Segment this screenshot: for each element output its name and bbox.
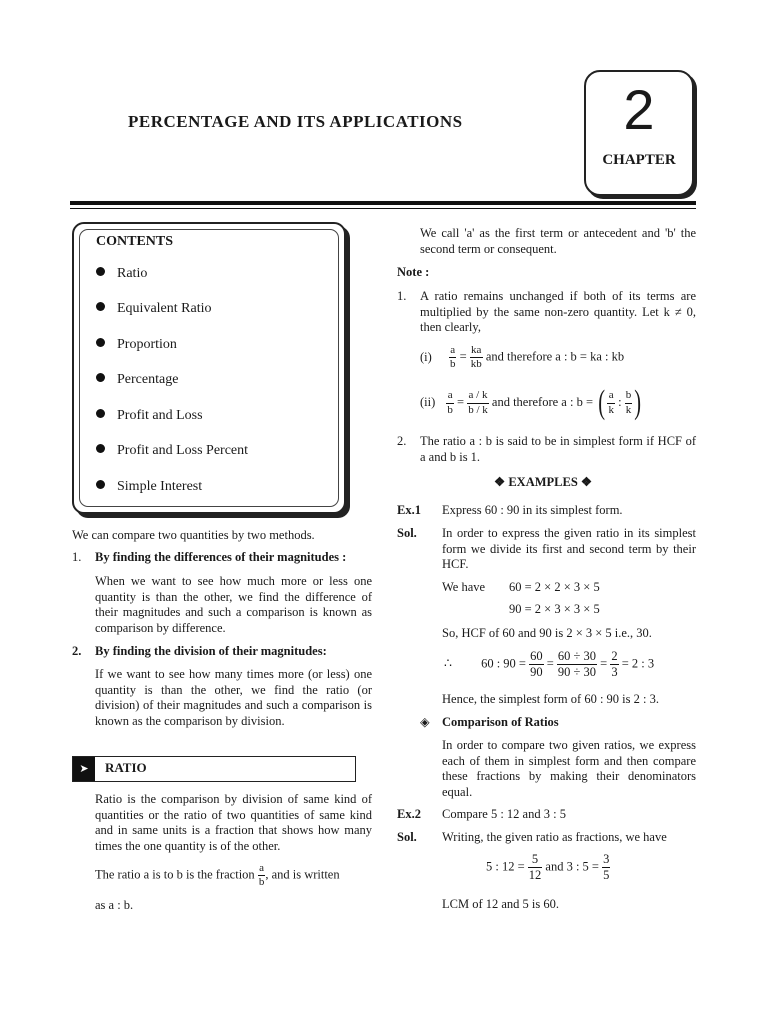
sol1-label: Sol. <box>397 526 417 540</box>
simplification: ∴ 60 : 90 = $\frac{60}{90}$ = $\frac{60 \div 30}{90 \div 30}$ = $\frac{2}{3}$ = 2 : 3 <box>444 649 655 679</box>
ex2-text: Compare 5 : 12 and 3 : 5 <box>442 807 566 821</box>
fraction-divided: $\frac{60 \div 30}{90 \div 30}$ <box>557 649 597 679</box>
ex2-label: Ex.2 <box>397 807 421 821</box>
bullet-icon <box>96 302 105 311</box>
ex1-label: Ex.1 <box>397 503 421 517</box>
fraction-a-over-b: $\frac{a}{b}$ <box>258 862 265 889</box>
ratio-definition <box>95 862 340 889</box>
fraction-ka-kb: $\frac{ka}{kb}$ <box>470 344 482 371</box>
bullet-icon <box>96 409 105 418</box>
ratio-def-end: as a : b. <box>95 898 134 912</box>
ratio-body: Ratio is the comparison by division of same kind of quantities or the ratio of two quantities of same kind and in same units is a fraction that shows how many times the one quantity is of the other. <box>95 792 372 853</box>
contents-item: Equivalent Ratio <box>96 301 211 317</box>
terms-definition: We call 'a' as the first term or antecedent and 'b' the second term or consequent. <box>420 226 696 256</box>
contents-item: Ratio <box>96 266 147 282</box>
fraction-3-5: $\frac{3}{5}$ <box>603 852 610 882</box>
sol2-text: Writing, the given ratio as fractions, we have <box>442 830 667 844</box>
fraction-a-k: $\frac{a}{k}$ <box>608 389 614 416</box>
chapter-title: PERCENTAGE AND ITS APPLICATIONS <box>128 112 463 131</box>
ratio-heading: RATIO <box>105 760 147 775</box>
method-1-body: When we want to see how much more or less one quantity is than the other, we find the difference of their magnitudes and such a comparison is known as comparison by difference. <box>95 574 372 635</box>
fraction-a-b-2: $\frac{a}{b}$ <box>447 389 453 416</box>
chapter-box <box>584 70 694 196</box>
bullet-icon <box>96 338 105 347</box>
note-2-number: 2. <box>397 434 407 448</box>
examples-heading: ❖ EXAMPLES ❖ <box>494 475 593 489</box>
fraction-60-90: $\frac{60}{90}$ <box>530 649 543 679</box>
factorization-90: 90 = 2 × 3 × 3 × 5 <box>509 602 600 616</box>
contents-item: Profit and Loss <box>96 408 203 424</box>
lcm-text: LCM of 12 and 5 is 60. <box>442 897 560 911</box>
bullet-icon <box>96 267 105 276</box>
fraction-5-12: $\frac{5}{12}$ <box>528 852 542 882</box>
note-i: (i) $\frac{a}{b}$ = $\frac{ka}{kb}$ and therefore a : b = ka : kb <box>420 344 625 371</box>
chapter-number: 2 <box>623 78 655 141</box>
header-rule <box>70 201 696 205</box>
contents-box <box>72 222 346 514</box>
note-1-text: A ratio remains unchanged if both of its terms are multiplied by the same non-zero quantity. Let k ≠ 0, then clearly, <box>420 289 696 334</box>
header-rule-thin <box>70 208 696 209</box>
contents-heading: CONTENTS <box>96 234 174 249</box>
ratio-section-header <box>72 756 356 782</box>
right-paren: ) <box>634 384 642 421</box>
comparison-text: In order to compare two given ratios, we express each of them in simplest form and then compare these fractions by making their denominators equal. <box>442 738 696 799</box>
fraction-a-b: $\frac{a}{b}$ <box>449 344 456 371</box>
ratio-def-post: , and is written <box>265 867 340 882</box>
note-ii: (ii) $\frac{a}{b}$ = $\frac{a / k}{b / k}$ and therefore a : b = ( $\frac{a}{k}$ : $\frac{b}{k}$ ) <box>420 384 642 421</box>
diamond-bullet-icon: ◈ <box>420 715 430 729</box>
bullet-icon <box>96 373 105 382</box>
note-2-text: The ratio a : b is said to be in simplest form if HCF of a and b is 1. <box>420 434 696 464</box>
contents-item: Profit and Loss Percent <box>96 443 248 459</box>
method-2-title: By finding the division of their magnitudes: <box>95 644 327 658</box>
method-2-number: 2. <box>72 644 82 658</box>
contents-item: Percentage <box>96 372 178 388</box>
therefore-symbol: ∴ <box>444 656 452 671</box>
hence-text: Hence, the simplest form of 60 : 90 is 2 : 3. <box>442 692 659 706</box>
arrow-icon: ➤ <box>73 757 95 781</box>
intro-text: We can compare two quantities by two methods. <box>72 528 315 542</box>
contents-item: Proportion <box>96 337 177 353</box>
method-1-title: By finding the differences of their magnitudes : <box>95 550 347 564</box>
note-1-number: 1. <box>397 289 407 303</box>
factorization-60: 60 = 2 × 2 × 3 × 5 <box>509 580 600 594</box>
bullet-icon <box>96 480 105 489</box>
sol1-text: In order to express the given ratio in its simplest form we divide its first and second term by their HCF. <box>442 526 696 571</box>
we-have: We have <box>442 580 486 594</box>
fraction-ak-bk: $\frac{a / k}{b / k}$ <box>468 389 488 416</box>
fraction-b-k: $\frac{b}{k}$ <box>625 389 632 416</box>
bullet-icon <box>96 444 105 453</box>
method-2-body: If we want to see how many times more (or less) one quantity is than the other, we find the ratio (or division) of their magnitudes and such a comparison is known as the comparison by division. <box>95 667 372 728</box>
ratio-fractions: 5 : 12 = $\frac{5}{12}$ and 3 : 5 = $\frac{3}{5}$ <box>486 852 610 882</box>
fraction-2-3: $\frac{2}{3}$ <box>611 649 618 679</box>
ex1-text: Express 60 : 90 in its simplest form. <box>442 503 623 517</box>
note-heading: Note : <box>397 265 430 279</box>
sol2-label: Sol. <box>397 830 417 844</box>
contents-item: Simple Interest <box>96 479 202 495</box>
left-paren: ( <box>598 384 606 421</box>
comparison-heading: Comparison of Ratios <box>442 715 559 729</box>
ratio-def-pre: The ratio a is to b is the fraction <box>95 867 255 882</box>
hcf-text: So, HCF of 60 and 90 is 2 × 3 × 5 i.e., 30. <box>442 626 652 640</box>
chapter-label: CHAPTER <box>602 152 676 168</box>
method-1-number: 1. <box>72 550 82 564</box>
